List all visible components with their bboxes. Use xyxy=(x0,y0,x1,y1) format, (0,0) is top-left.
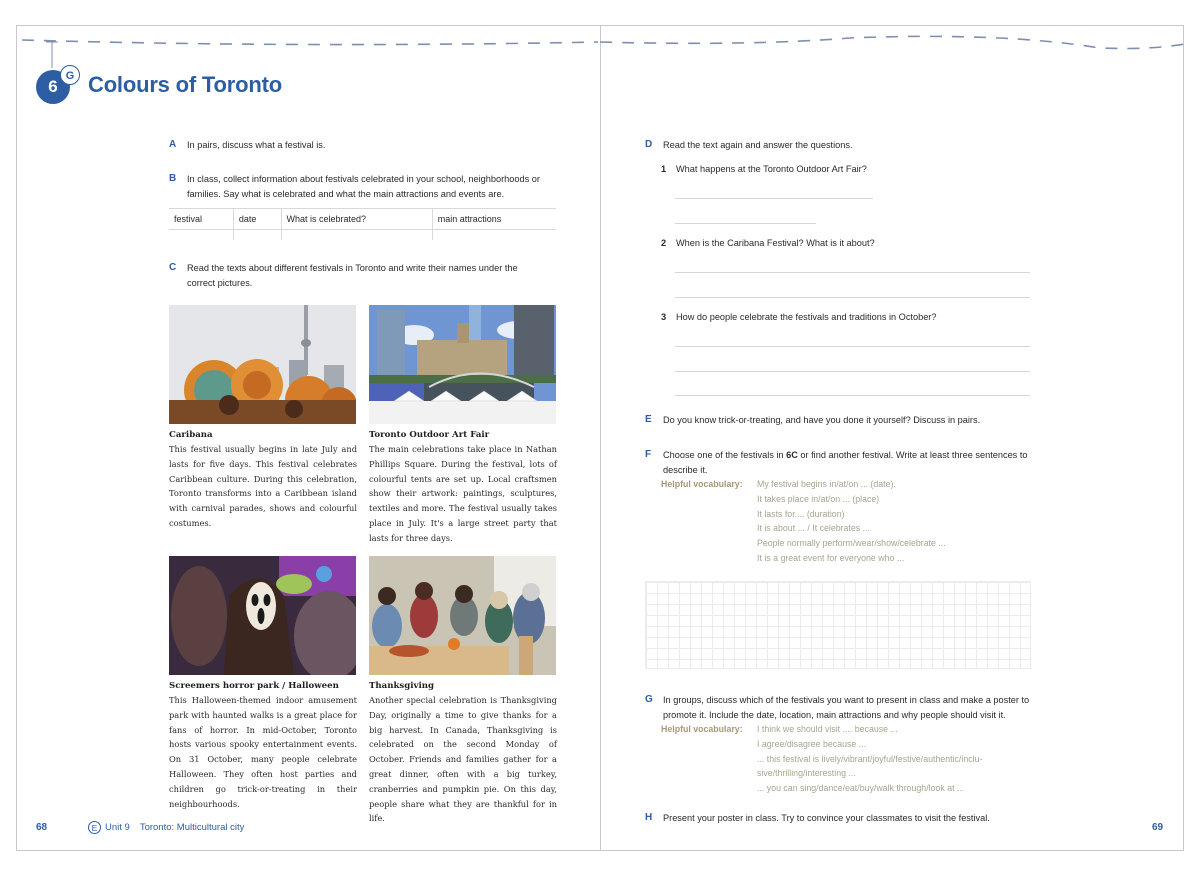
task-g xyxy=(645,693,1037,722)
question-3 xyxy=(661,310,936,324)
task-text: Do you know trick-or-treating, and have you done it yourself? Discuss in pairs. xyxy=(663,415,981,425)
question-text: When is the Caribana Festival? What is it about? xyxy=(676,238,875,248)
family-dinner-table-photo xyxy=(369,556,556,675)
answer-line[interactable] xyxy=(675,297,1030,298)
answer-line[interactable] xyxy=(675,272,1030,273)
task-e xyxy=(645,413,1035,428)
vocab-item: It lasts for.... (duration) xyxy=(757,508,845,519)
vocab-item: ... you can sing/dance/eat/buy/walk through/look at ... xyxy=(757,783,965,794)
task-text: In pairs, discuss what a festival is. xyxy=(187,140,326,150)
lesson-number-badge: 6 xyxy=(36,70,70,104)
vocab-box-f xyxy=(661,477,946,566)
task-d xyxy=(645,138,1035,153)
unit-title: Toronto: Multicultural city xyxy=(139,822,245,833)
festival-description: Another special celebration is Thanksgiving Day, originally a time to give thanks for a big harvest. In Canada, Thanksgiving is celebrated on the second Monday of October. Friends and families gather for a great dinner, often with a big turkey, cranberries and pumpkin pie. On this day, people share what they are thankful for in life. xyxy=(369,695,557,824)
table-header-celebrated: What is celebrated? xyxy=(281,209,432,230)
task-letter: B xyxy=(169,173,177,184)
question-2 xyxy=(661,236,875,250)
vocab-item: ... this festival is lively/vibrant/joyful/festive/authentic/inclu- xyxy=(757,753,983,764)
festival-text-art-fair xyxy=(369,428,557,546)
task-letter: F xyxy=(645,449,652,460)
festival-title: Screemers horror park / Halloween xyxy=(169,681,339,691)
task-b xyxy=(169,172,559,201)
nathan-phillips-square-tents-photo xyxy=(369,305,556,424)
table-header-attractions: main attractions xyxy=(432,209,556,230)
answer-line[interactable] xyxy=(675,395,1030,396)
vocab-item: It is a great event for everyone who ... xyxy=(757,552,905,563)
festival-title: Caribana xyxy=(169,430,213,440)
task-text: In groups, discuss which of the festivals you want to present in class and make a poster to promote it. Include the date, location, main attractions and why people should visit it. xyxy=(663,695,1030,720)
task-text: Read the text again and answer the questions. xyxy=(663,140,853,150)
scream-mask-crowd-photo xyxy=(169,556,356,675)
table-cell[interactable] xyxy=(169,230,233,241)
vocab-item: I think we should visit .... because ... xyxy=(757,724,898,734)
question-text: How do people celebrate the festivals and traditions in October? xyxy=(676,312,937,322)
task-text: In class, collect information about festivals celebrated in your school, neighborhoods or families. Say what is celebrated and what the main attractions and events are. xyxy=(187,174,540,199)
festival-description: The main celebrations take place in Nathan Phillips Square. During the festival, lots of colourful tents are set up. Local craftsmen show their artwork: paintings, sculptures, textiles and more. The festival usually takes place in July. It's a large street party that lasts for three days. xyxy=(369,444,557,543)
unit-footer xyxy=(88,821,244,834)
vocab-list xyxy=(757,477,946,566)
question-number: 1 xyxy=(661,164,667,174)
table-header-date: date xyxy=(233,209,281,230)
festival-description: This Halloween-themed indoor amusement park with haunted walks is a great place for fans of horror. In mid-October, Toronto hosts various spooky entertainment events. On 31 October, many people celebrate Halloween. They often host parties and children go trick-or-treating in their neighbourhoods. xyxy=(169,695,357,809)
question-1 xyxy=(661,162,867,176)
question-number: 2 xyxy=(661,238,667,248)
table-cell[interactable] xyxy=(432,230,556,241)
festival-text-halloween xyxy=(169,679,357,811)
task-a xyxy=(169,138,559,153)
table-row[interactable] xyxy=(169,230,556,241)
vocab-label: Helpful vocabulary: xyxy=(661,479,743,489)
task-text-part: or find another festival. Write at least three sentences to describe it. xyxy=(663,450,1028,475)
lesson-letter-badge: G xyxy=(60,65,80,85)
vocab-item: sive/thrilling/interesting ... xyxy=(757,768,856,779)
festival-table xyxy=(169,208,556,240)
task-c xyxy=(169,261,539,290)
unit-label: Unit 9 xyxy=(105,822,130,833)
task-h xyxy=(645,811,1035,826)
task-letter: D xyxy=(645,139,653,150)
task-text: Read the texts about different festivals in Toronto and write their names under the correct pictures. xyxy=(187,263,518,288)
task-f xyxy=(645,448,1035,477)
task-letter: E xyxy=(645,414,652,425)
vocab-box-g xyxy=(661,722,982,796)
question-text: What happens at the Toronto Outdoor Art Fair? xyxy=(676,164,867,174)
festival-title: Toronto Outdoor Art Fair xyxy=(369,430,490,440)
vocab-item: It is about ... / It celebrates ... xyxy=(757,523,870,534)
table-header-festival: festival xyxy=(169,209,233,230)
task-text-part: Choose one of the festivals in xyxy=(663,450,787,460)
page-number-right: 69 xyxy=(1152,822,1164,833)
festival-text-thanksgiving xyxy=(369,679,557,826)
page-number-left: 68 xyxy=(36,822,48,833)
festival-title: Thanksgiving xyxy=(369,681,435,691)
answer-line[interactable] xyxy=(675,371,1030,372)
carnival-parade-cn-tower-photo xyxy=(169,305,356,424)
writing-grid[interactable] xyxy=(645,581,1031,669)
task-letter: H xyxy=(645,812,653,823)
answer-line[interactable] xyxy=(675,223,816,224)
table-cell[interactable] xyxy=(233,230,281,241)
vocab-item: It takes place in/at/on ... (place) xyxy=(757,493,880,504)
question-number: 3 xyxy=(661,312,667,322)
vocab-list xyxy=(757,722,982,796)
edition-circle-icon: E xyxy=(88,821,101,834)
page-title: Colours of Toronto xyxy=(88,72,282,97)
festival-description: This festival usually begins in late July and lasts for five days. This festival celebrates Caribbean culture. During this celebration, Toronto transforms into a Caribbean island with carnival parades, shows and colourful costumes. xyxy=(169,444,357,528)
task-reference: 6C xyxy=(786,450,798,460)
festival-text-caribana xyxy=(169,428,357,531)
answer-line[interactable] xyxy=(675,346,1030,347)
task-text: Present your poster in class. Try to convince your classmates to visit the festival. xyxy=(663,813,990,823)
task-letter: G xyxy=(645,694,653,705)
vocab-item: My festival begins in/at/on ... (date). xyxy=(757,479,896,489)
table-cell[interactable] xyxy=(281,230,432,241)
vocab-label: Helpful vocabulary: xyxy=(661,724,743,734)
task-letter: A xyxy=(169,139,177,150)
task-text xyxy=(663,448,1035,477)
answer-line[interactable] xyxy=(675,198,873,199)
task-letter: C xyxy=(169,262,177,273)
vocab-item: I agree/disagree because ... xyxy=(757,738,867,749)
vocab-item: People normally perform/wear/show/celebrate ... xyxy=(757,538,946,549)
